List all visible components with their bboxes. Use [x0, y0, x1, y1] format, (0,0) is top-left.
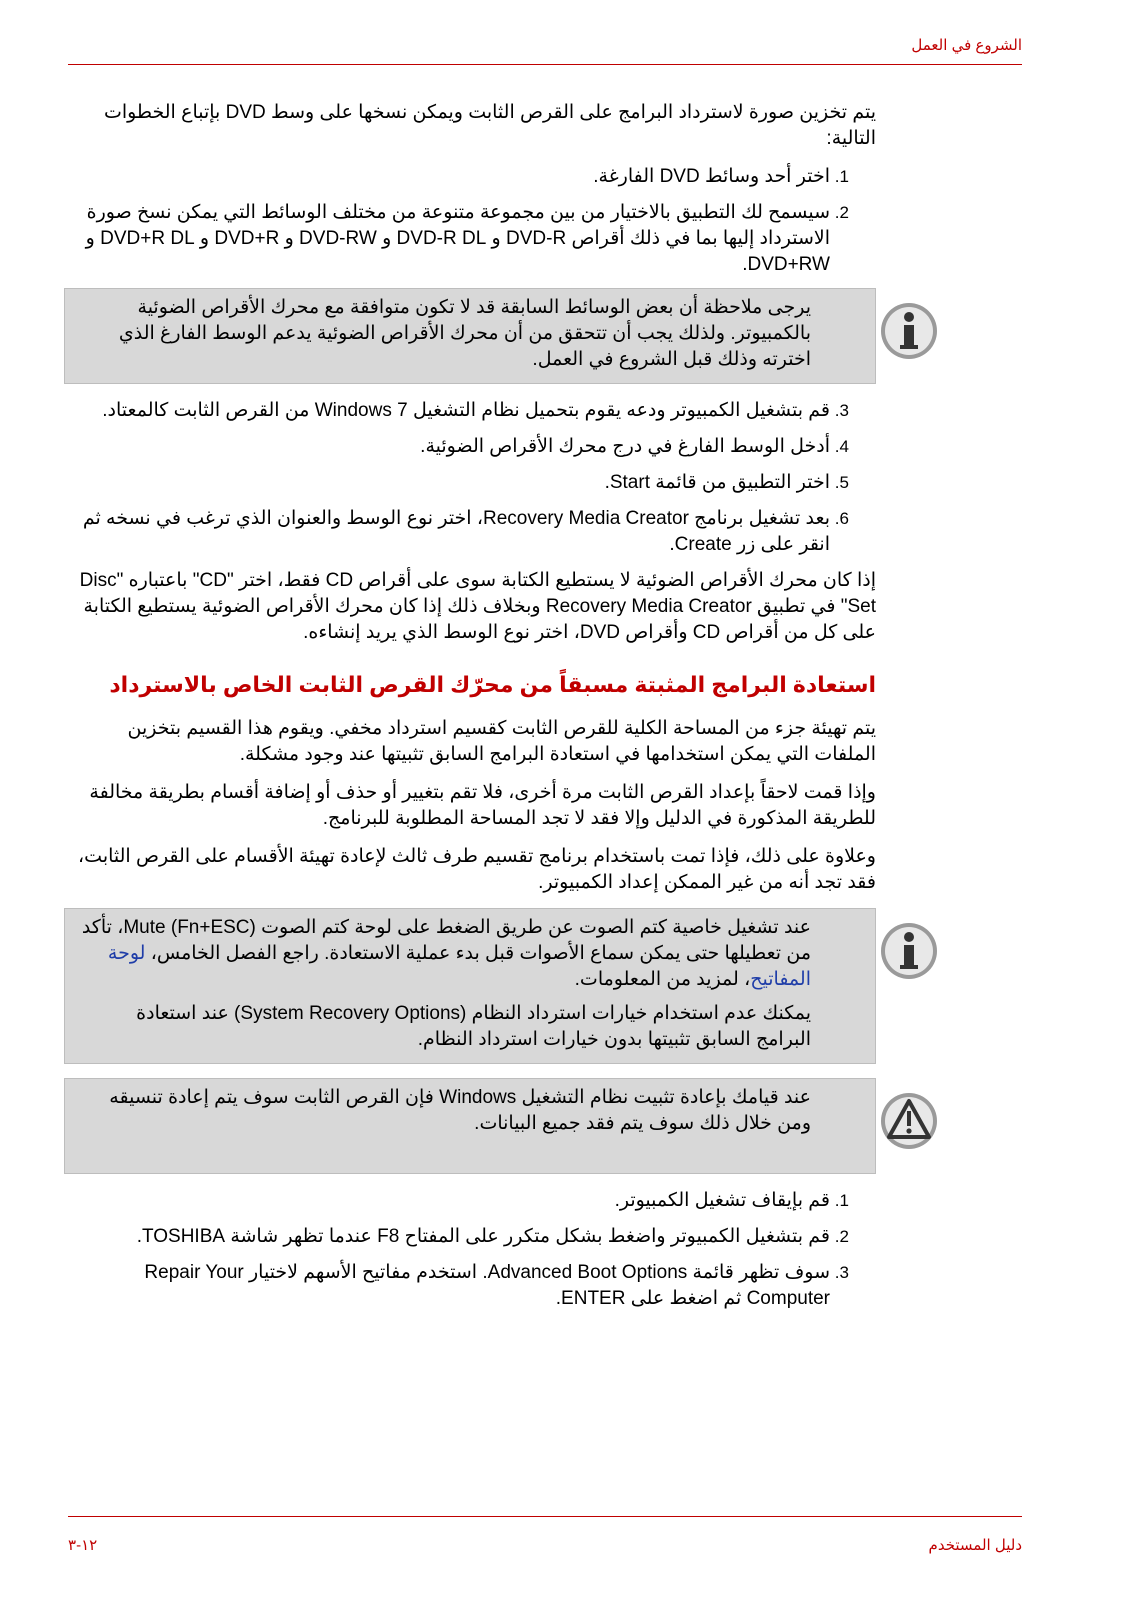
section-paragraph-2: وإذا قمت لاحقاً بإعداد القرص الثابت مرة أخرى، فلا تقم بتغيير أو حذف أو إضافة أقسام بطريقة مخالفة للطريقة المذكورة في الدليل وإلا فقد لا تجد المساحة المطلوبة للبرنامج. [89, 782, 876, 829]
steps-list-a [68, 164, 876, 278]
step-b-6: 6. بعد تشغيل برنامج Recovery Media Creator، اختر نوع الوسط والعنوان الذي ترغب في نسخه ثم انقر على زر Create. [68, 506, 830, 558]
info-icon [879, 921, 939, 981]
note-mute-text [77, 915, 811, 993]
note-media-text: يرجى ملاحظة أن بعض الوسائط السابقة قد لا تكون متوافقة مع محرك الأقراص الضوئية بالكمبيوتر. ولذلك يجب أن تتحقق من أن محرك الأقراص الضوئية يدعم الوسط الفارغ الذي اخترته وذلك قبل الشروع في العمل. [118, 297, 811, 370]
section-paragraph-1: يتم تهيئة جزء من المساحة الكلية للقرص الثابت كقسيم استرداد مخفي. ويقوم هذا القسيم بتخزين الملفات التي يمكن استخدامها في استعادة البرامج السابق تثبيتها عند وجود مشكلة. [127, 718, 876, 765]
note-mute-text-b: ، لمزيد من المعلومات. [574, 969, 751, 990]
step-a-1: 1. اختر أحد وسائط DVD الفارغة. [68, 164, 830, 190]
step-b-5: 5. اختر التطبيق من قائمة Start. [68, 470, 830, 496]
note-box-mute [64, 908, 876, 1064]
manual-title: دليل المستخدم [928, 1537, 1022, 1554]
steps-list-b [68, 398, 876, 558]
warning-box [64, 1078, 876, 1174]
warning-text: عند قيامك بإعادة تثبيت نظام التشغيل Windows فإن القرص الثابت سوف يتم إعادة تنسيقه ومن خلال ذلك سوف يتم فقد جميع البيانات. [109, 1087, 811, 1134]
section-paragraph-3: وعلاوة على ذلك، فإذا تمت باستخدام برنامج تقسيم طرف ثالث لإعادة تهيئة الأقسام على القرص الثابت، فقد تجد أنه من غير الممكن إعداد الكمبيوتر. [78, 846, 876, 893]
warning-icon [879, 1091, 939, 1151]
note-box-media [64, 288, 876, 384]
info-icon [879, 301, 939, 361]
cd-paragraph: إذا كان محرك الأقراص الضوئية لا يستطيع الكتابة سوى على أقراص CD فقط، اختر "CD" باعتباره "Disc Set" في تطبيق Recovery Media Creator وبخلاف ذلك إذا كان محرك الأقراص الضوئية يستطيع الكتابة على كل من أقراص CD وأقراص DVD، اختر نوع الوسط الذي يريد إنشاءه. [79, 570, 876, 643]
footer-rule [68, 1516, 1022, 1517]
step-b-3: 3. قم بتشغيل الكمبيوتر ودعه يقوم بتحميل نظام التشغيل Windows 7 من القرص الثابت كالمعتاد. [68, 398, 830, 424]
step-b-4: 4. أدخل الوسط الفارغ في درج محرك الأقراص الضوئية. [68, 434, 830, 460]
step-a-2: 2. سيسمح لك التطبيق بالاختيار من بين مجموعة متنوعة من مختلف الوسائط التي يمكن نسخ صورة الاسترداد إليها بما في ذلك أقراص DVD-R و DVD-R DL و DVD-RW و DVD+R و DVD+R DL و DVD+RW. [68, 200, 830, 278]
page-content [68, 100, 876, 1322]
note-mute-text-a: عند تشغيل خاصية كتم الصوت عن طريق الضغط على لوحة كتم الصوت Mute (Fn+ESC)، تأكد من تعطيلها حتى يمكن سماع الأصوات قبل بدء عملية الاستعادة. راجع الفصل الخامس، [81, 917, 811, 964]
running-header: الشروع في العمل [911, 37, 1022, 54]
page-number: ١٢-٣ [68, 1537, 98, 1554]
keyboard-link[interactable]: لوحة المفاتيح [107, 943, 811, 990]
intro-paragraph: يتم تخزين صورة لاسترداد البرامج على القرص الثابت ويمكن نسخها على وسط DVD بإتباع الخطوات التالية: [103, 102, 876, 149]
header-rule [68, 64, 1022, 65]
note-recovery-options-text: يمكنك عدم استخدام خيارات استرداد النظام (System Recovery Options) عند استعادة البرامج السابق تثبيتها بدون خيارات استرداد النظام. [136, 1003, 811, 1050]
step-c-1: 1. قم بإيقاف تشغيل الكمبيوتر. [68, 1188, 830, 1214]
section-heading: استعادة البرامج المثبتة مسبقاً من محرّك القرص الثابت الخاص بالاسترداد [109, 672, 876, 697]
steps-list-c [68, 1188, 876, 1312]
step-c-2: 2. قم بتشغيل الكمبيوتر واضغط بشكل متكرر على المفتاح F8 عندما تظهر شاشة TOSHIBA. [68, 1224, 830, 1250]
step-c-3: 3. سوف تظهر قائمة Advanced Boot Options. استخدم مفاتيح الأسهم لاختيار Repair Your Computer ثم اضغط على ENTER. [68, 1260, 830, 1312]
